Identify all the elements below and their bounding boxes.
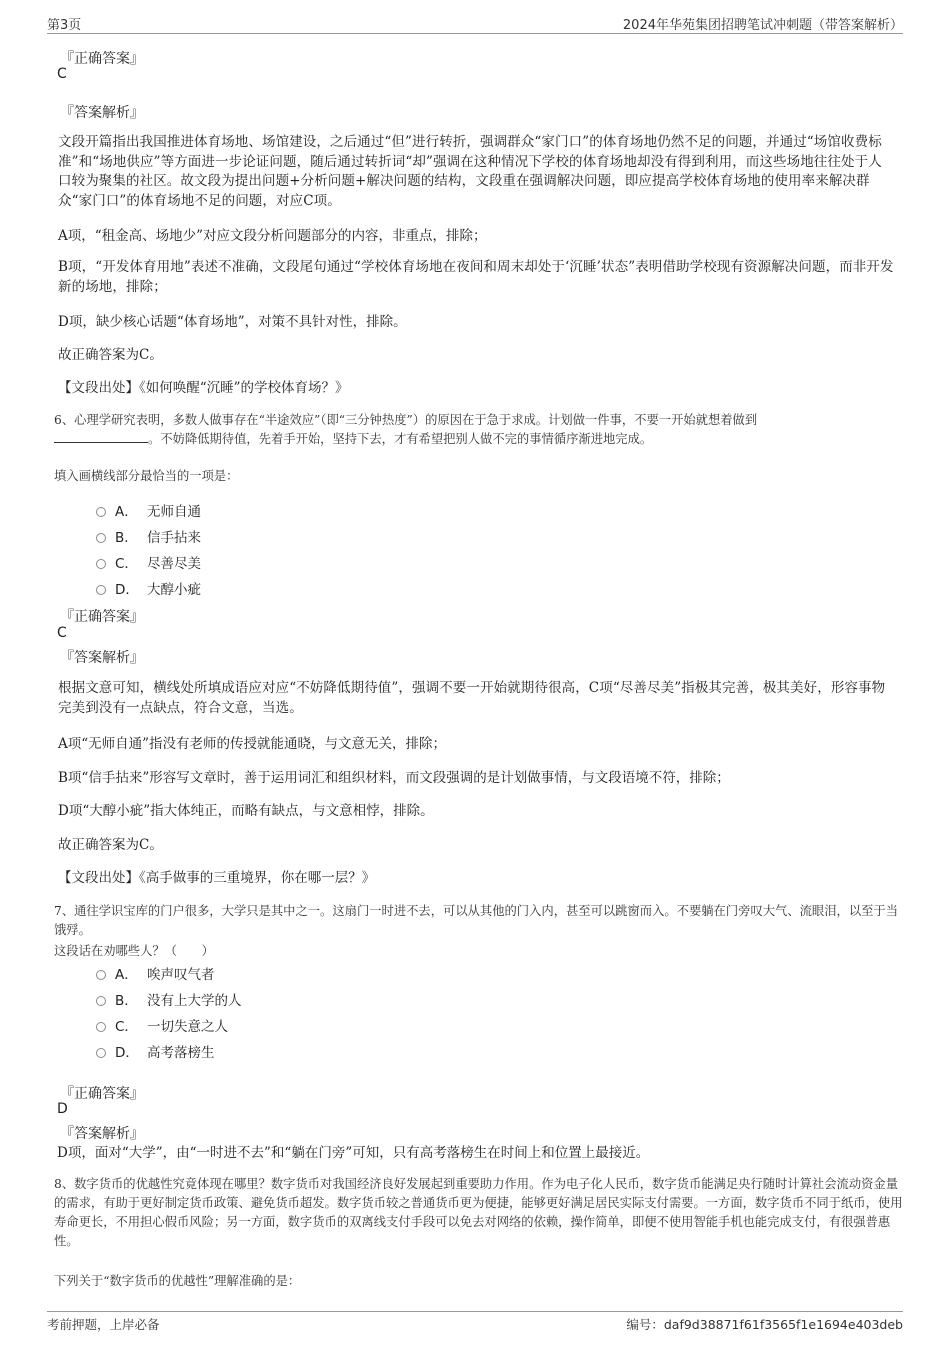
analysis-text: 根据文意可知，横线处所填成语应对应“不妨降低期待值”，强调不要一开始就期待很高，C项“尽善尽美”指极其完善，极其美好，形容事物完美到没有一点缺点，符合文意，当选。	[58, 680, 886, 716]
analysis-option-a: A项，“租金高、场地少”对应文段分析问题部分的内容，非重点，排除；	[58, 228, 487, 244]
radio-icon[interactable]	[96, 507, 106, 517]
question-6-option-b[interactable]: B． 信手拈来	[96, 526, 201, 546]
question-6-text	[54, 411, 909, 449]
fill-blank	[54, 430, 148, 443]
answer-label: 『正确答案』	[60, 609, 144, 625]
question-6-prompt: 填入画横线部分最恰当的一项是：	[54, 469, 239, 483]
question-7-option-d[interactable]: D． 高考落榜生	[96, 1041, 215, 1061]
answer-label: 『正确答案』	[60, 1086, 144, 1102]
question-8-text: 8、数字货币的优越性究竟体现在哪里？数字货币对我国经济良好发展起到重要助力作用。作为电子化人民币，数字货币能满足央行随时计算社会流动资金量的需求，有助于更好制定货币政策、避免货币超发。数字货币较之普通货币更为便捷，能够更好满足居民实际支付需要。一方面，数字货币不同于纸币，使用寿命更长，不用担心假币风险；另一方面，数字货币的双离线支付手段可以免去对网络的依赖，操作简单，即便不使用智能手机也能完成支付，有很强普惠性。	[54, 1177, 903, 1248]
question-6-option-d[interactable]: D． 大醇小疵	[96, 578, 201, 598]
answer-value: D	[57, 1101, 68, 1117]
question-6-text-before: 6、心理学研究表明，多数人做事存在“半途效应”（即“三分钟热度”）的原因在于急于求成。计划做一件事，不要一开始就想着做到	[54, 413, 758, 427]
analysis-label: 『答案解析』	[60, 650, 144, 666]
question-6-option-a[interactable]: A． 无师自通	[96, 500, 201, 520]
question-7-text: 7、通往学识宝库的门户很多，大学只是其中之一。这扇门一时进不去，可以从其他的门入内，甚至可以跳窗而入。不要躺在门旁叹大气、流眼泪，以至于当饿殍。	[54, 904, 899, 937]
page-header	[47, 12, 903, 34]
source-citation: 【文段出处】《高手做事的三重境界，你在哪一层？》	[58, 870, 376, 886]
analysis-option-d: D项“大醇小疵”指大体纯正，而略有缺点，与文意相悖，排除。	[58, 803, 434, 819]
analysis-option-b: B项，“开发体育用地”表述不准确，文段尾句通过“学校体育场地在夜间和周末却处于‘沉睡’状态”表明借助学校现有资源解决问题，而非开发新的场地，排除；	[58, 259, 894, 295]
page-number: 第3页	[47, 18, 82, 33]
document-id: 编号：daf9d38871f61f3565f1e1694e403deb	[626, 1317, 903, 1332]
source-citation: 【文段出处】《如何唤醒“沉睡”的学校体育场？》	[58, 380, 349, 396]
radio-icon[interactable]	[96, 996, 106, 1006]
conclusion: 故正确答案为C。	[58, 347, 163, 363]
analysis-text: D项，面对“大学”，由“一时进不去”和“躺在门旁”可知，只有高考落榜生在时间上和位置上最接近。	[57, 1145, 650, 1161]
radio-icon[interactable]	[96, 585, 106, 595]
question-7-option-b[interactable]: B． 没有上大学的人	[96, 989, 242, 1009]
question-8-prompt: 下列关于“数字货币的优越性”理解准确的是：	[54, 1274, 301, 1288]
page-footer	[47, 1311, 903, 1336]
analysis-label: 『答案解析』	[60, 105, 144, 121]
analysis-option-b: B项“信手拈来”形容写文章时，善于运用词汇和组织材料，而文段强调的是计划做事情，与文段语境不符，排除；	[58, 770, 730, 786]
footer-slogan: 考前押题，上岸必备	[47, 1317, 160, 1332]
analysis-option-a: A项“无师自通”指没有老师的传授就能通晓，与文意无关，排除；	[58, 736, 447, 752]
answer-value: C	[57, 625, 67, 641]
analysis-option-d: D项，缺少核心话题“体育场地”，对策不具针对性，排除。	[58, 314, 407, 330]
answer-label: 『正确答案』	[60, 51, 144, 67]
radio-icon[interactable]	[96, 533, 106, 543]
question-6-text-after: 。不妨降低期待值，先着手开始，坚持下去，才有希望把别人做不完的事情循序渐进地完成。	[148, 432, 653, 446]
question-7-option-c[interactable]: C． 一切失意之人	[96, 1015, 228, 1035]
answer-value: C	[57, 66, 67, 82]
radio-icon[interactable]	[96, 970, 106, 980]
question-7-option-a[interactable]: A． 唉声叹气者	[96, 963, 215, 983]
radio-icon[interactable]	[96, 1022, 106, 1032]
question-7-prompt: 这段话在劝哪些人？（ ）	[54, 944, 214, 958]
question-6-option-c[interactable]: C． 尽善尽美	[96, 552, 201, 572]
radio-icon[interactable]	[96, 1048, 106, 1058]
conclusion: 故正确答案为C。	[58, 837, 163, 853]
radio-icon[interactable]	[96, 559, 106, 569]
analysis-label: 『答案解析』	[60, 1126, 144, 1142]
analysis-text: 文段开篇指出我国推进体育场地、场馆建设，之后通过“但”进行转折，强调群众“家门口”的体育场地仍然不足的问题，并通过“场馆收费标准”和“场地供应”等方面进一步论证问题，随后通过转折词“却”强调在这种情况下学校的体育场地却没有得到利用，而这些场地往往处于人口较为聚集的社区。故文段为提出问题+分析问题+解决问题的结构，文段重在强调解决问题，即应提高学校体育场地的使用率来解决群众“家门口”的体育场地不足的问题，对应C项。	[58, 134, 882, 209]
document-title: 2024年华苑集团招聘笔试冲刺题（带答案解析）	[622, 18, 903, 33]
